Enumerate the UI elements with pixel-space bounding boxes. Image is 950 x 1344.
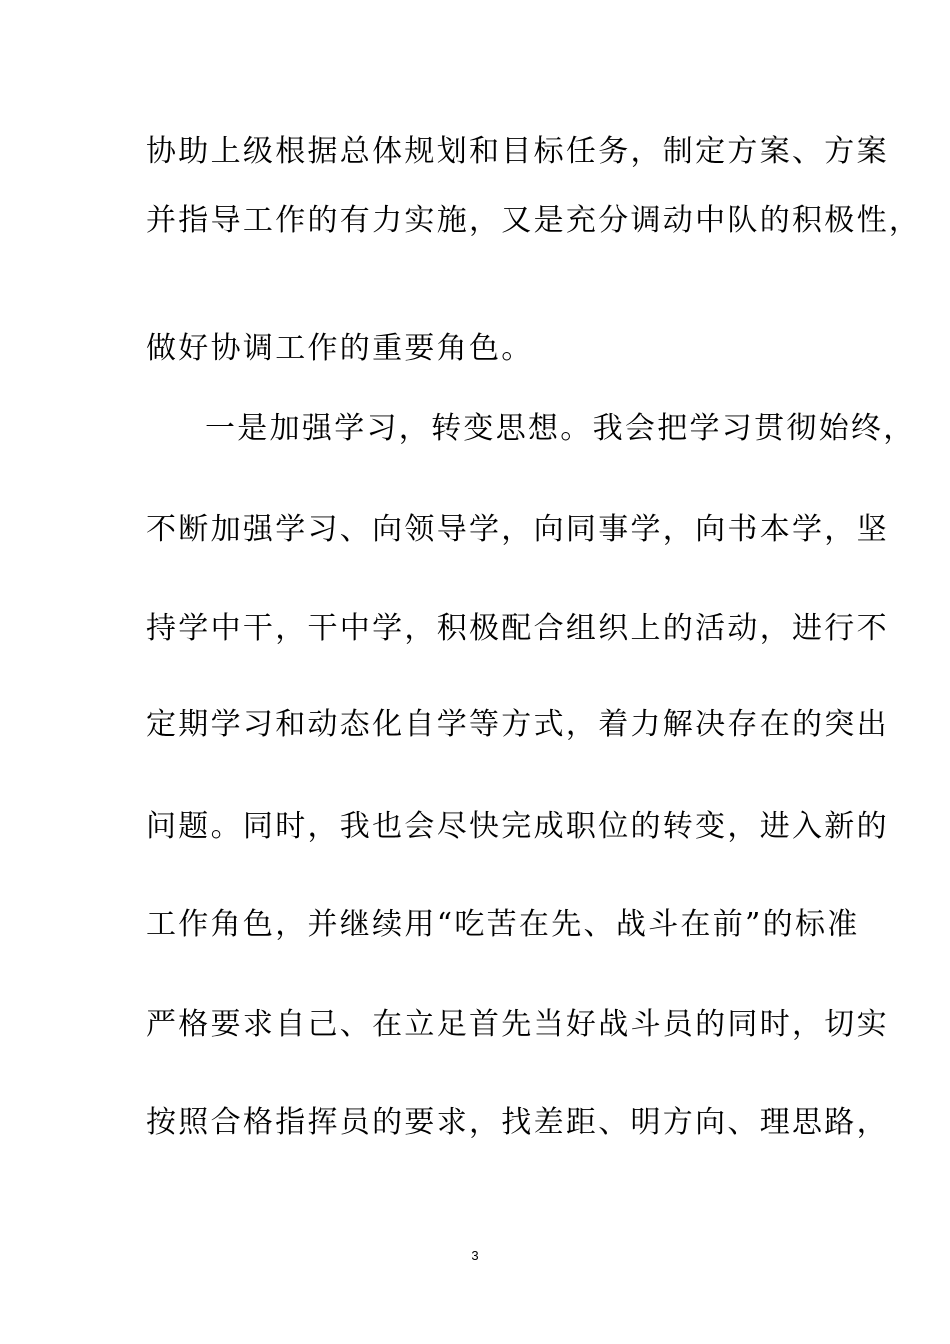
text-line: 做好协调工作的重要角色。 — [146, 331, 534, 366]
text-line: 定期学习和动态化自学等方式，着力解决存在的突出 — [146, 707, 889, 742]
text-line: 并指导工作的有力实施，又是充分调动中队的积极性， — [146, 203, 922, 238]
text-line: 不断加强学习、向领导学，向同事学，向书本学，坚 — [146, 512, 889, 547]
text-line: 协助上级根据总体规划和目标任务，制定方案、方案 — [146, 134, 889, 169]
paragraph-first-line: 一是加强学习，转变思想。我会把学习贯彻始终， — [205, 411, 916, 446]
page-number: 3 — [471, 1248, 479, 1263]
text-line: 问题。同时，我也会尽快完成职位的转变，进入新的 — [146, 809, 889, 844]
text-line: 工作角色，并继续用“吃苦在先、战斗在前”的标准 — [146, 907, 860, 942]
text-line: 严格要求自己、在立足首先当好战斗员的同时，切实 — [146, 1007, 889, 1042]
text-line: 按照合格指挥员的要求，找差距、明方向、理思路， — [146, 1105, 889, 1140]
text-line: 持学中干，干中学，积极配合组织上的活动，进行不 — [146, 611, 889, 646]
